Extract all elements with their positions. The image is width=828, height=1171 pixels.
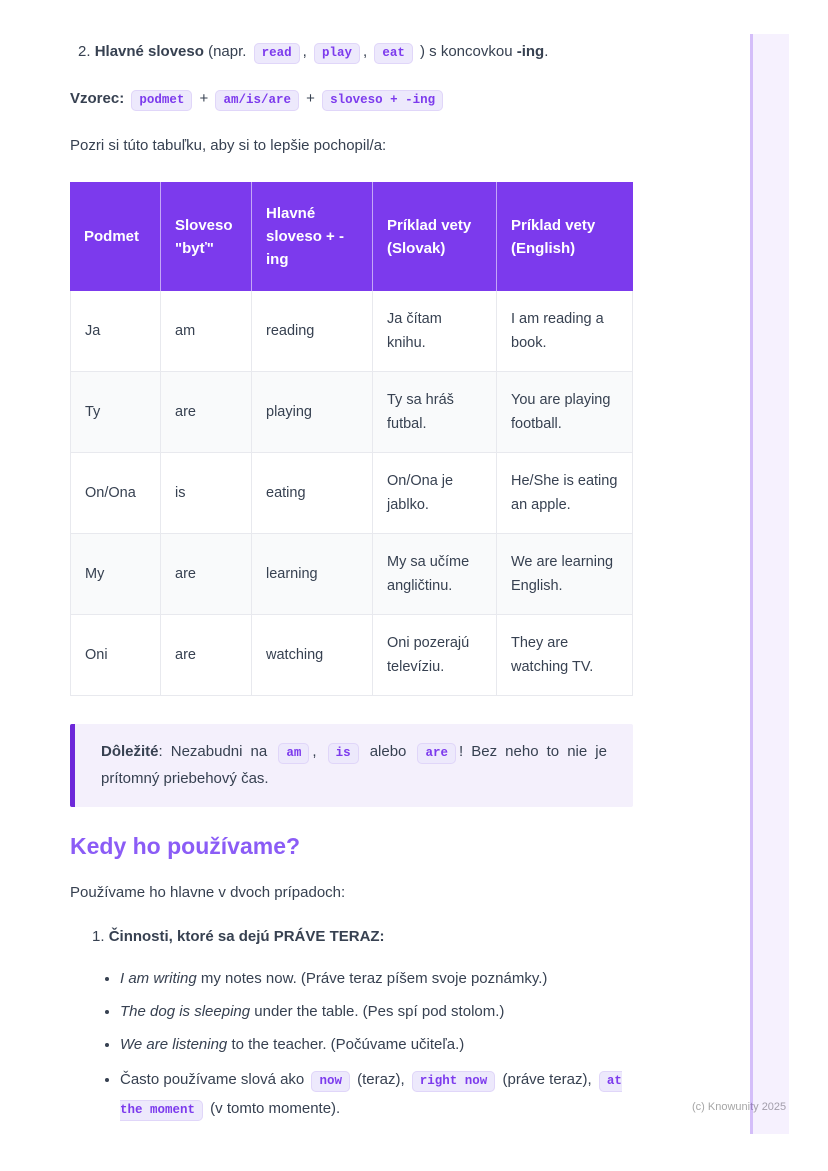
scrollbar-strip[interactable] [750, 34, 789, 1134]
table-cell: Ja [70, 291, 161, 372]
table-cell: is [161, 453, 252, 534]
example-item [120, 1000, 633, 1024]
table-cell: are [161, 372, 252, 453]
table-cell: On/Ona [70, 453, 161, 534]
plus-sign: + [195, 90, 213, 107]
table-cell: Oni [70, 615, 161, 696]
table-cell: playing [252, 372, 373, 453]
keywords-item [120, 1066, 633, 1124]
numbered-item-text: Činnosti, ktoré sa dejú PRÁVE TERAZ: [108, 928, 385, 945]
comma: , [362, 43, 372, 60]
table-cell: learning [252, 534, 373, 615]
table-cell: On/Ona je jablko. [373, 453, 497, 534]
table-header-cell: Príklad vety (Slovak) [373, 182, 497, 291]
table-header-cell: Sloveso "byť" [161, 182, 252, 291]
table-cell: Ja čítam knihu. [373, 291, 497, 372]
example-item [120, 1033, 633, 1057]
table-row [70, 453, 633, 534]
intro-text: (napr. [203, 43, 251, 60]
table-cell: Ty sa hráš futbal. [373, 372, 497, 453]
list-marker: 1. [92, 928, 109, 945]
table-cell: My sa učíme angličtinu. [373, 534, 497, 615]
section-intro-paragraph: Používame ho hlavne v dvoch prípadoch: [70, 884, 346, 901]
code-chip-play: play [314, 43, 360, 64]
code-chip-is: is [328, 743, 359, 764]
table-header-row [70, 182, 633, 291]
table-cell: My [70, 534, 161, 615]
table-row [70, 291, 633, 372]
table-cell: You are playing football. [497, 372, 633, 453]
example-english-phrase: The dog is sleeping [120, 1003, 251, 1020]
code-chip-podmet: podmet [131, 90, 192, 111]
table-cell: They are watching TV. [497, 615, 633, 696]
table-cell: I am reading a book. [497, 291, 633, 372]
example-rest: under the table. (Pes spí pod stolom.) [250, 1003, 505, 1020]
table-row [70, 372, 633, 453]
numbered-item-activities [70, 925, 633, 949]
intro-bold-term: Hlavné sloveso [94, 43, 204, 60]
formula-paragraph [70, 87, 633, 112]
section-heading-kedy: Kedy ho používame? [70, 833, 301, 859]
conjugation-table [70, 182, 633, 696]
document-content [70, 40, 633, 1133]
callout-text: alebo [361, 743, 415, 760]
table-cell: am [161, 291, 252, 372]
intro-text: ) s koncovkou [415, 43, 517, 60]
table-cell: watching [252, 615, 373, 696]
keywords-text: (teraz), [352, 1071, 409, 1088]
table-cell: are [161, 534, 252, 615]
list-marker: 2. [78, 43, 95, 60]
callout-text: ! Bez neho to nie je prítomný priebehový čas. [101, 743, 607, 787]
example-item [120, 967, 633, 991]
callout-lead: Dôležité [101, 743, 159, 760]
intro-paragraph [70, 40, 633, 65]
table-cell: Ty [70, 372, 161, 453]
formula-label: Vzorec: [70, 90, 129, 107]
intro-ing-suffix: -ing [516, 43, 545, 60]
table-intro-paragraph: Pozri si túto tabuľku, aby si to lepšie pochopil/a: [70, 137, 387, 154]
table-cell: Oni pozerajú televíziu. [373, 615, 497, 696]
table-cell: eating [252, 453, 373, 534]
example-rest: my notes now. (Práve teraz píšem svoje poznámky.) [196, 970, 548, 987]
code-chip-are: are [417, 743, 456, 764]
code-chip-am: am [278, 743, 309, 764]
important-callout [70, 724, 633, 807]
code-chip-now: now [311, 1071, 350, 1092]
comma: , [312, 743, 325, 760]
copyright-watermark: (c) Knowunity 2025 [692, 1101, 787, 1113]
table-row [70, 534, 633, 615]
plus-sign: + [302, 90, 320, 107]
comma: , [302, 43, 311, 60]
table-header-cell: Hlavné sloveso + -ing [252, 182, 373, 291]
table-header-cell: Príklad vety (English) [497, 182, 633, 291]
callout-text: : Nezabudni na [158, 743, 276, 760]
code-chip-right-now: right now [412, 1071, 496, 1092]
code-chip-eat: eat [374, 43, 413, 64]
code-chip-read: read [254, 43, 300, 64]
code-chip-at-the-moment: at the moment [120, 1071, 622, 1121]
code-chip-sloveso-ing: sloveso + -ing [322, 90, 443, 111]
table-header-cell: Podmet [70, 182, 161, 291]
example-rest: to the teacher. (Počúvame učiteľa.) [227, 1036, 465, 1053]
table-cell: We are learning English. [497, 534, 633, 615]
table-row [70, 615, 633, 696]
keywords-text: (v tomto momente). [206, 1100, 341, 1117]
keywords-text: (práve teraz), [498, 1071, 596, 1088]
keywords-text: Často používame slová ako [120, 1071, 309, 1088]
code-chip-am-is-are: am/is/are [215, 90, 299, 111]
intro-period: . [544, 43, 549, 60]
example-list [70, 967, 633, 1124]
example-english-phrase: I am writing [120, 970, 197, 987]
table-cell: are [161, 615, 252, 696]
example-english-phrase: We are listening [120, 1036, 228, 1053]
table-cell: He/She is eating an apple. [497, 453, 633, 534]
table-cell: reading [252, 291, 373, 372]
